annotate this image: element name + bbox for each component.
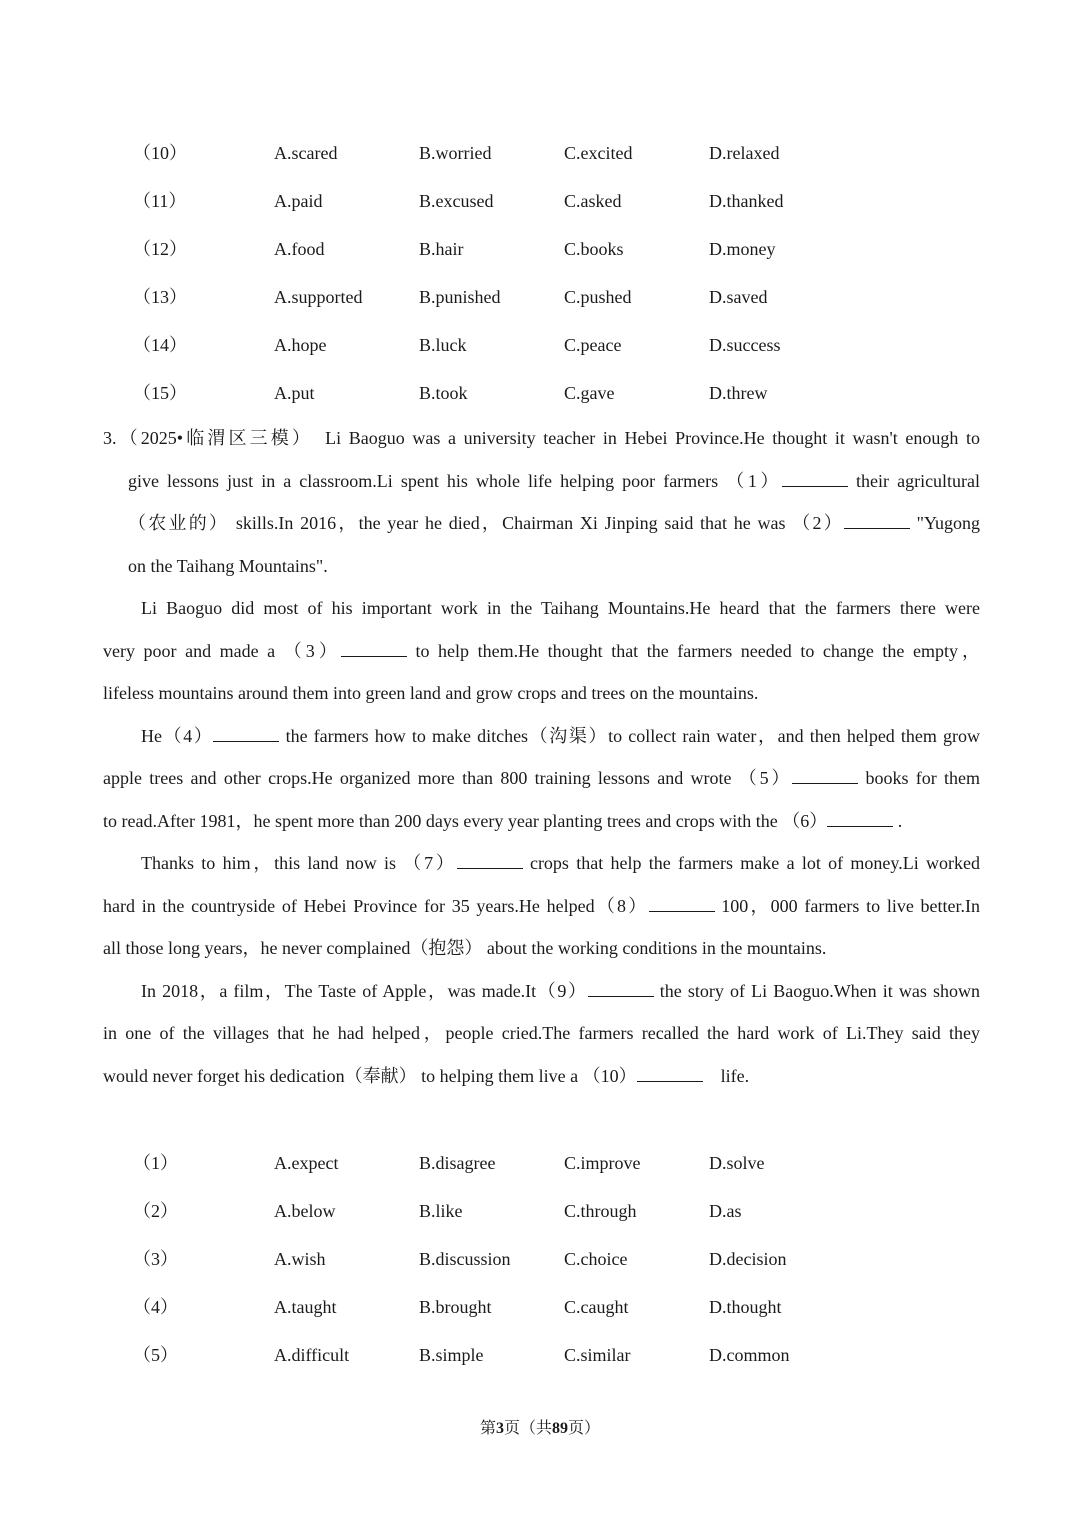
option-b: B.took (419, 383, 468, 403)
option-c: C.peace (564, 335, 622, 355)
option-row (0, 334, 1080, 382)
question-number: （5） (133, 1345, 178, 1365)
option-a: A.paid (274, 191, 323, 211)
option-a: A.difficult (274, 1345, 350, 1365)
passage-line: apple trees and other crops.He organized more than 800 training lessons and wrote （5） books for them (103, 763, 980, 806)
cloze-passage (103, 423, 980, 1103)
passage-line: Thanks to him，this land now is （7） crops that help the farmers make a lot of money.Li worked (103, 848, 980, 891)
passage-line: 3.（2025•临渭区三模） Li Baoguo was a university teacher in Hebei Province.He thought it wasn't enough to (103, 428, 980, 448)
blank-number: （4） (162, 725, 214, 746)
option-b: B.like (419, 1201, 463, 1221)
option-b: B.punished (419, 287, 501, 307)
blank[interactable] (844, 510, 910, 529)
option-d: D.thanked (709, 191, 784, 211)
option-a: A.wish (274, 1249, 326, 1269)
blank-number: （5） (738, 768, 793, 788)
option-b: B.discussion (419, 1249, 511, 1269)
passage-line: to read.After 1981，he spent more than 200 days every year planting trees and crops with the （6） . (103, 806, 980, 849)
question-number: （14） (133, 335, 187, 355)
option-b: B.excused (419, 191, 494, 211)
option-a: A.below (274, 1201, 336, 1221)
passage-line: In 2018，a film，The Taste of Apple，was made.It（9） the story of Li Baoguo.When it was shown (103, 976, 980, 1019)
option-row (0, 142, 1080, 190)
option-row (0, 238, 1080, 286)
option-a: A.taught (274, 1297, 337, 1317)
option-row (0, 1200, 1080, 1248)
option-d: D.solve (709, 1153, 765, 1173)
option-d: D.saved (709, 287, 768, 307)
blank[interactable] (588, 978, 654, 997)
option-c: C.asked (564, 191, 622, 211)
blank-number: （2） (792, 513, 844, 533)
option-c: C.books (564, 239, 624, 259)
option-d: D.relaxed (709, 143, 780, 163)
question-number: （12） (133, 239, 187, 259)
option-row (0, 1344, 1080, 1392)
option-d: D.as (709, 1201, 742, 1221)
passage-line: would never forget his dedication（奉献） to helping them live a （10） life. (103, 1061, 980, 1104)
passage-line: hard in the countryside of Hebei Province for 35 years.He helped（8） 100，000 farmers to live better.In (103, 891, 980, 934)
option-row (0, 1152, 1080, 1200)
passage-line: Li Baoguo did most of his important work in the Taihang Mountains.He heard that the farmers there were (141, 598, 980, 618)
passage-line: He（4） the farmers how to make ditches（沟渠）to collect rain water，and then helped them grow (103, 721, 980, 764)
option-d: D.decision (709, 1249, 787, 1269)
question-number: （15） (133, 383, 187, 403)
option-c: C.choice (564, 1249, 628, 1269)
question-label: 3.（2025•临渭区三模） (103, 428, 305, 448)
blank[interactable] (649, 893, 715, 912)
option-a: A.food (274, 239, 325, 259)
option-b: B.hair (419, 239, 464, 259)
option-a: A.supported (274, 287, 363, 307)
option-c: C.excited (564, 143, 633, 163)
option-d: D.threw (709, 383, 768, 403)
blank[interactable] (782, 468, 848, 487)
option-a: A.put (274, 383, 315, 403)
option-d: D.common (709, 1345, 790, 1365)
option-b: B.luck (419, 335, 467, 355)
blank-number: （10） (582, 1065, 637, 1086)
blank[interactable] (341, 638, 407, 657)
options-table-bottom (0, 1152, 1080, 1392)
blank[interactable] (637, 1063, 703, 1082)
blank-number: （3） (283, 640, 341, 661)
passage-line: （农业的） skills.In 2016，the year he died，Chairman Xi Jinping said that he was （2） "Yugong (103, 508, 980, 551)
question-number: （4） (133, 1297, 178, 1317)
option-row (0, 1296, 1080, 1344)
blank-number: （6） (782, 810, 828, 831)
question-number: （10） (133, 143, 187, 163)
option-d: D.money (709, 239, 776, 259)
options-table-top (0, 142, 1080, 430)
option-b: B.disagree (419, 1153, 496, 1173)
blank-number: （8） (594, 895, 649, 916)
option-c: C.similar (564, 1345, 631, 1365)
option-row (0, 190, 1080, 238)
page-total: 89 (552, 1420, 568, 1437)
passage-line: very poor and made a （3） to help them.He thought that the farmers needed to change the empty， (103, 636, 980, 679)
option-c: C.caught (564, 1297, 629, 1317)
passage-line: all those long years，he never complained（抱怨） about the working conditions in the mountains. (103, 938, 827, 958)
option-c: C.through (564, 1201, 637, 1221)
option-row (0, 286, 1080, 334)
question-number: （3） (133, 1249, 178, 1269)
blank[interactable] (792, 765, 858, 784)
blank[interactable] (213, 723, 279, 742)
passage-line: give lessons just in a classroom.Li spent his whole life helping poor farmers （1） their agricultural (103, 466, 980, 509)
passage-line: on the Taihang Mountains". (128, 555, 328, 576)
option-d: D.success (709, 335, 781, 355)
option-b: B.worried (419, 143, 492, 163)
option-row (0, 1248, 1080, 1296)
page-footer: 第3页（共89页） (479, 1420, 601, 1437)
option-a: A.scared (274, 143, 338, 163)
passage-line: lifeless mountains around them into green land and grow crops and trees on the mountains. (103, 683, 759, 703)
question-number: （11） (133, 191, 187, 211)
option-a: A.hope (274, 335, 327, 355)
option-c: C.gave (564, 383, 615, 403)
blank-number: （9） (536, 980, 588, 1001)
passage-line: in one of the villages that he had helped，people cried.The farmers recalled the hard work of Li.They said they (103, 1023, 980, 1043)
page-number: 3 (495, 1420, 504, 1437)
question-number: （1） (133, 1153, 178, 1173)
blank[interactable] (457, 850, 523, 869)
option-b: B.brought (419, 1297, 492, 1317)
question-number: （13） (133, 287, 187, 307)
option-d: D.thought (709, 1297, 782, 1317)
option-b: B.simple (419, 1345, 484, 1365)
blank-number: （7） (403, 853, 457, 873)
question-number: （2） (133, 1201, 178, 1221)
option-c: C.improve (564, 1153, 641, 1173)
blank[interactable] (827, 808, 893, 827)
blank-number: （1） (726, 470, 782, 491)
option-c: C.pushed (564, 287, 632, 307)
option-a: A.expect (274, 1153, 339, 1173)
